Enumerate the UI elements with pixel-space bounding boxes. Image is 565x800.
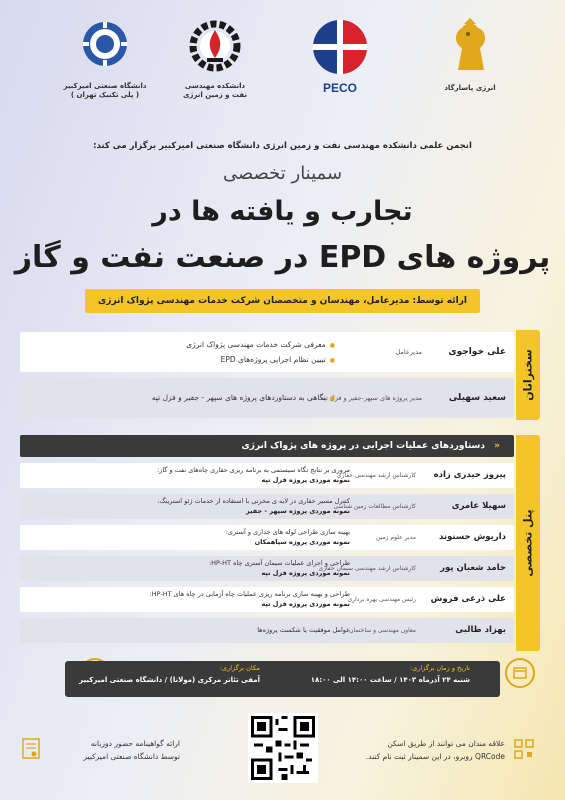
panelist-role: کارشناس ارشد مهندسی سیمان حفاری	[318, 565, 416, 572]
panel-section	[20, 435, 540, 651]
qr-scan-icon	[513, 738, 535, 760]
registration-note	[355, 737, 505, 763]
speaker-name: علی خواجوی	[448, 347, 506, 357]
lion-emblem-icon	[444, 18, 496, 76]
speaker-topics	[115, 391, 335, 406]
panelist-name: داریوش حسنوند	[438, 532, 506, 542]
amirkabir-emblem-icon	[75, 18, 135, 74]
panelist-topic-case: نمونه موردی پروژه سپاهمکان	[254, 537, 350, 546]
panelist-topic	[110, 528, 350, 547]
panelist-topic-case: نمونه موردی پروژه فزل تپه	[261, 568, 350, 577]
presenters-banner: ارائه توسط: مدیرعامل، مهندسان و متخصصان شرکت خدمات مهندسی پژواک انرژی	[85, 289, 480, 313]
speaker-name: سعید سهیلی	[448, 393, 506, 403]
panelist-role: کارشناس ارشد مهندسی حفاری	[336, 472, 416, 479]
speaker-topic: ● معرفی شرکت خدمات مهندسی پژواک انرژی	[115, 338, 335, 353]
speaker-topic: ● نگاهی به دستاوردهای پروژه های سپهر - جفیر و فزل تپه	[115, 391, 335, 406]
registration-line-2: QRCode روبرو، در این سمینار ثبت نام کنند.	[365, 752, 505, 761]
pasargad-name: انرژی پاسارگاد	[444, 84, 496, 92]
amirkabir-logo	[55, 18, 155, 100]
pasargad-logo	[420, 18, 520, 93]
certificate-line-2: توسط دانشگاه صنعتی امیرکبیر	[83, 752, 180, 761]
speakers-tag	[516, 330, 540, 420]
panelist-role: معاون مهندسی و ساختمان	[349, 627, 416, 634]
date-value: شنبه ۲۴ آذرماه ۱۴۰۳ / ساعت ۱۴:۰۰ الی ۱۸:۰۰	[310, 676, 470, 684]
certificate-line-1: ارائه گواهینامه حضور دوزبانه	[90, 739, 180, 748]
date-label: تاریخ و زمان برگزاری:	[410, 664, 470, 672]
panelist-role: کارشناس مطالعات زمین شناسی	[333, 503, 416, 510]
panelist-role: مدیر علوم زمین	[375, 534, 416, 541]
amirkabir-subname: ( پلی تکنیک تهران )	[70, 91, 140, 99]
place-value: آمفی تئاتر مرکزی (مولانا) / دانشگاه صنعتی امیرکبیر	[79, 676, 260, 684]
panel-row	[20, 618, 514, 643]
panel-row	[20, 463, 514, 488]
date-block	[311, 664, 470, 684]
title-line-2: پروژه های EPD در صنعت نفت و گاز	[14, 240, 551, 275]
panelist-topic-text: بهینه سازی طراحی لوله های جداری و آستری:	[225, 528, 350, 536]
panel-row	[20, 494, 514, 519]
peco-name: PECO	[322, 81, 357, 95]
petroleum-faculty-name: دانشکده مهندسی	[184, 82, 246, 90]
panelist-name: سهیلا عامری	[451, 501, 506, 511]
speaker-row	[20, 378, 514, 418]
petroleum-faculty-subname: نفت و زمین انرژی	[182, 91, 248, 99]
panel-row	[20, 525, 514, 550]
gear-flame-icon	[187, 18, 243, 74]
logo-bar	[0, 18, 565, 118]
panel-row	[20, 556, 514, 581]
panelist-name: حامد شعبان پور	[440, 563, 506, 573]
speakers-tag-label: سخنرانان	[521, 349, 535, 401]
panelist-topic-case: نمونه موردی پروژه فزل تپه	[261, 599, 350, 608]
panelist-topic-case: نمونه موردی پروژه سپهر - جفیر	[246, 506, 350, 515]
speaker-topic: ● تبیین نظام اجرایی پروژه‌های EPD	[115, 353, 335, 368]
event-info-band	[65, 661, 500, 697]
speakers-section	[20, 330, 540, 420]
panelist-topic	[110, 590, 350, 609]
panel-tag	[516, 435, 540, 651]
place-label: مکان برگزاری:	[219, 664, 260, 672]
panel-heading	[20, 435, 514, 457]
panel-tag-label: پنل تخصصی	[521, 509, 535, 577]
panelist-topic	[110, 559, 350, 578]
panelist-topic	[110, 497, 350, 516]
panelist-topic	[110, 466, 350, 485]
panel-row	[20, 587, 514, 612]
speaker-role: مدیر پروژه های سپهر-جفیر و فزل تپه	[320, 394, 422, 402]
registration-line-1: علاقه مندان می توانند از طریق اسکن	[387, 739, 505, 748]
place-block	[79, 664, 260, 684]
qr-code-icon	[251, 716, 315, 780]
panel-heading-text: دستاوردهای عملیات اجرایی در پروژه های پژواک انرژی	[241, 441, 486, 451]
speaker-role: مدیرعامل	[395, 348, 422, 356]
speaker-topics	[115, 338, 335, 368]
panelist-topic-text: کنترل مسیر حفاری در لایه ی مخزنی با استفاده از خدمات ژئو استرینگ،	[157, 497, 350, 505]
calendar-icon	[505, 658, 535, 688]
panelist-topic-text: عوامل موفقیت یا شکست پروژه‌ها	[257, 626, 350, 634]
panelist-role: رئیس مهندسی بهره برداری	[347, 596, 416, 603]
peco-emblem-icon	[311, 18, 369, 76]
panelist-topic-text: طراحی و اجرای عملیات سیمان آستری چاه HP-HT:	[208, 559, 350, 567]
panelist-topic-text: طراحی و بهینه سازی برنامه ریزی عملیات چاه آزمایی در چاه های HP-HT:	[149, 590, 350, 598]
petroleum-faculty-logo	[165, 18, 265, 100]
panelist-topic-case: نمونه موردی پروژه فزل تپه	[261, 475, 350, 484]
organizer-line: انجمن علمی دانشکده مهندسی نفت و زمین انرژی دانشگاه صنعتی امیرکبیر برگزار می کند:	[93, 141, 472, 151]
peco-logo	[290, 18, 390, 93]
registration-qr-code[interactable]	[248, 713, 318, 783]
amirkabir-name: دانشگاه صنعتی امیرکبیر	[63, 82, 147, 90]
certificate-icon	[20, 737, 42, 761]
chevron-left-icon: «	[494, 441, 500, 451]
panelist-name: پیروز حیدری زاده	[433, 470, 506, 480]
speaker-row	[20, 332, 514, 372]
seminar-type: سمینار تخصصی	[222, 163, 343, 184]
panelist-name: بهزاد طالبی	[455, 625, 506, 635]
panelist-topic-text: مروری بر نتایج نگاه سیستمی به برنامه ریزی حفاری چاه‌های نفت و گاز:	[156, 466, 350, 474]
panelist-name: علی ذرعی فروش	[430, 594, 506, 604]
title-line-1: تجارب و یافته ها در	[152, 196, 413, 227]
panelist-topic	[110, 626, 350, 636]
certificate-note	[45, 737, 180, 763]
